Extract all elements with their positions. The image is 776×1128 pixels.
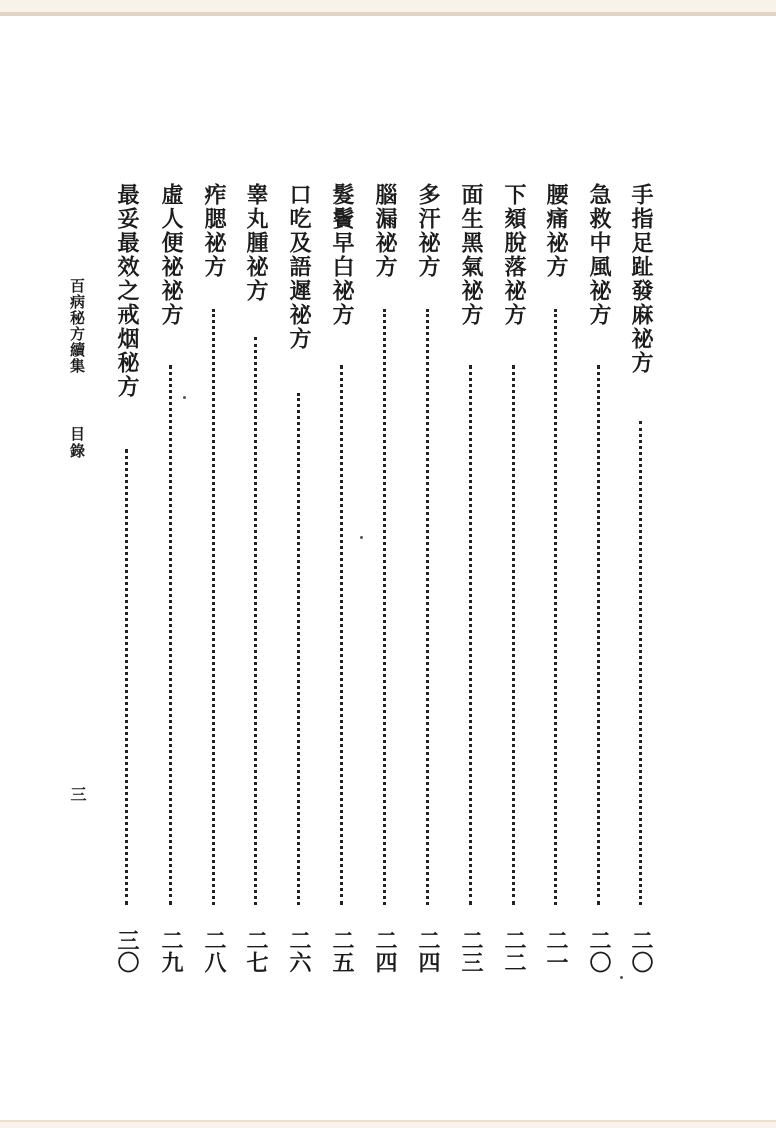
toc-entry: [156, 183, 186, 973]
toc-entry: [541, 183, 571, 973]
toc-entry-page: 二〇: [586, 929, 612, 973]
dot-leader: [254, 337, 257, 905]
toc-entry-page: 二六: [286, 929, 312, 973]
toc-entry-title: 口吃及語遲祕方: [286, 183, 312, 351]
viewer-top-bar: [0, 0, 776, 16]
toc-entry-title: 下頦脫落祕方: [501, 183, 527, 327]
toc-entry-title: 最妥最效之戒烟秘方: [114, 183, 140, 399]
toc-entry-title: 急救中風祕方: [586, 183, 612, 327]
toc-entry-page: 二九: [158, 929, 184, 973]
toc-entry-title: 多汗祕方: [415, 183, 441, 279]
toc-entry-page: 二〇: [628, 929, 654, 973]
toc-entry-title: 手指足趾發麻祕方: [628, 183, 654, 375]
toc-entry-title: 虛人便祕祕方: [158, 183, 184, 327]
toc-entry: [199, 183, 229, 973]
toc-entry: [241, 183, 271, 973]
toc-entry-page: 二二: [501, 929, 527, 973]
toc-entry-title: 痄腮祕方: [201, 183, 227, 279]
dot-leader: [212, 309, 215, 905]
toc-entry-title: 面生黑氣祕方: [458, 183, 484, 327]
toc-entry-page: 三〇: [114, 929, 140, 973]
scan-speck: [620, 976, 623, 979]
toc-entry-page: 二一: [543, 929, 569, 973]
toc-entry-page: 二四: [415, 929, 441, 973]
toc-entry-page: 二五: [329, 929, 355, 973]
section-label: 目錄: [68, 426, 86, 460]
running-head: 百病秘方續集: [68, 278, 86, 374]
dot-leader: [639, 421, 642, 905]
dot-leader: [340, 365, 343, 905]
toc-entry: [327, 183, 357, 973]
dot-leader: [169, 365, 172, 905]
dot-leader: [125, 449, 128, 905]
document-page: [0, 16, 776, 1120]
toc-entry-page: 二四: [372, 929, 398, 973]
toc-entry: [626, 183, 656, 973]
scan-speck: [183, 396, 186, 399]
toc-entry-title: 腰痛祕方: [543, 183, 569, 279]
dot-leader: [554, 309, 557, 905]
page-number: 三: [68, 786, 87, 802]
toc-entry: [284, 183, 314, 973]
toc-entry-page: 二三: [458, 929, 484, 973]
scan-speck: [360, 536, 363, 539]
toc-entry-page: 二八: [201, 929, 227, 973]
dot-leader: [297, 393, 300, 905]
toc-entry-page: 二七: [243, 929, 269, 973]
dot-leader: [383, 309, 386, 905]
toc-entry: [413, 183, 443, 973]
toc-entry: [370, 183, 400, 973]
toc-entry-title: 髮鬢早白祕方: [329, 183, 355, 327]
dot-leader: [512, 365, 515, 905]
viewer-bottom-bar: [0, 1120, 776, 1128]
dot-leader: [469, 365, 472, 905]
toc-entry: [112, 183, 142, 973]
toc-entry: [456, 183, 486, 973]
toc-entry: [584, 183, 614, 973]
toc-entry-title: 睾丸腫祕方: [243, 183, 269, 303]
dot-leader: [426, 309, 429, 905]
toc-entry-title: 腦漏祕方: [372, 183, 398, 279]
dot-leader: [597, 365, 600, 905]
toc-entry: [499, 183, 529, 973]
